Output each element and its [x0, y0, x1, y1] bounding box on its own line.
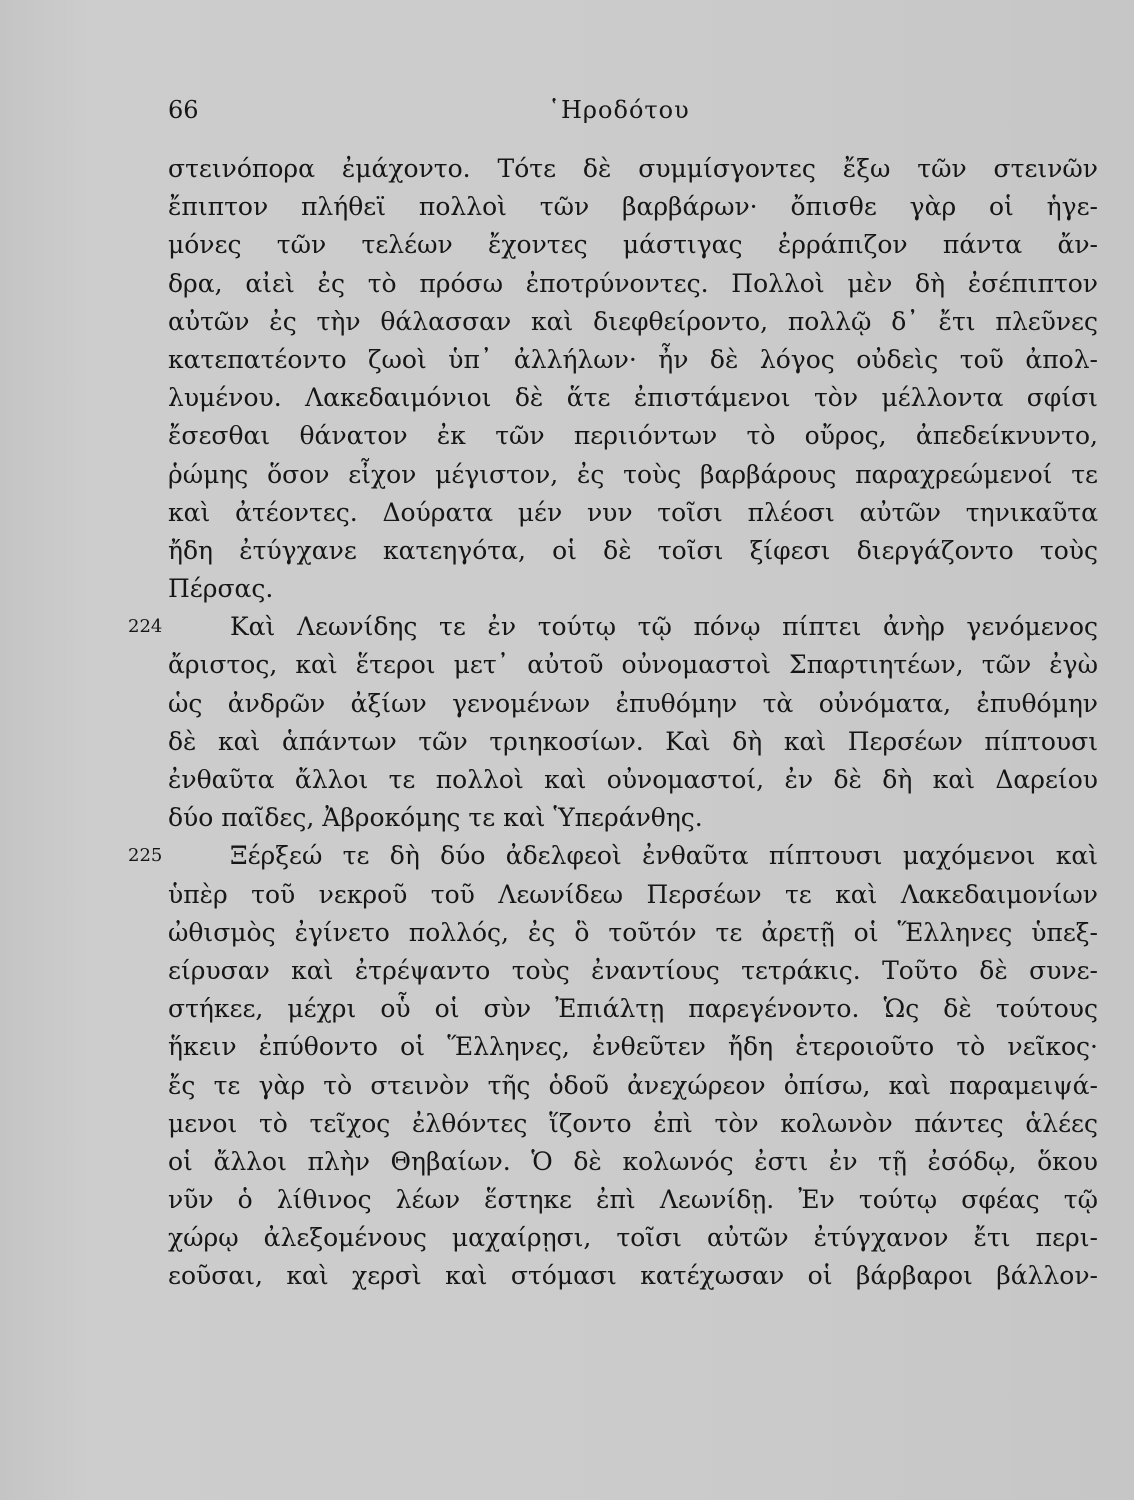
text-line: μενοι τὸ τεῖχος ἐλθόντες ἵζοντο ἐπὶ τὸν κολωνὸν πάντες ἁλέες: [168, 1108, 1098, 1138]
text-line: ὡς ἀνδρῶν ἀξίων γενομένων ἐπυθόμην τὰ οὐνόματα, ἐπυθόμην: [168, 688, 1098, 718]
page-number: 66: [168, 96, 199, 124]
chapter-number: 225: [128, 845, 163, 867]
text-line: στεινόπορα ἐμάχοντο. Τότε δὲ συμμίσγοντες ἔξω τῶν στεινῶν: [168, 154, 1098, 183]
text-line: ἤδη ἐτύγχανε κατεηγότα, οἱ δὲ τοῖσι ξίφεσι διεργάζοντο τοὺς: [168, 535, 1098, 565]
text-line: ἔς τε γὰρ τὸ στεινὸν τῆς ὁδοῦ ἀνεχώρεον ὀπίσω, καὶ παραμειψά-: [168, 1070, 1098, 1100]
text-line: δρα, αἰεὶ ἐς τὸ πρόσω ἐποτρύνοντες. Πολλοὶ μὲν δὴ ἐσέπιπτον: [168, 268, 1098, 298]
text-line: ὑπὲρ τοῦ νεκροῦ τοῦ Λεωνίδεω Περσέων τε καὶ Λακεδαιμονίων: [168, 879, 1098, 909]
text-line: εοῦσαι, καὶ χερσὶ καὶ στόμασι κατέχωσαν οἱ βάρβαροι βάλλον-: [168, 1261, 1098, 1291]
text-line: ἐνθαῦτα ἄλλοι τε πολλοὶ καὶ οὐνομαστοί, ἐν δὲ δὴ καὶ Δαρείου: [168, 765, 1098, 794]
text-line: στήκεε, μέχρι οὗ οἱ σὺν Ἐπιάλτῃ παρεγένοντο. Ὡς δὲ τούτους: [168, 994, 1098, 1024]
text-line: μόνες τῶν τελέων ἔχοντες μάστιγας ἐρράπιζον πάντα ἄν-: [168, 230, 1098, 260]
running-title: ῾Ηροδότου: [548, 96, 690, 124]
chapter-number: 224: [128, 616, 163, 638]
text-line: νῦν ὁ λίθινος λέων ἕστηκε ἐπὶ Λεωνίδῃ. Ἐν τούτῳ σφέας τῷ: [168, 1185, 1098, 1215]
text-line: δύο παῖδες, Ἀβροκόμης τε καὶ Ὑπεράνθης.: [168, 803, 703, 833]
page-header: [0, 96, 1134, 136]
text-line: ἔπιπτον πλήθεϊ πολλοὶ τῶν βαρβάρων· ὄπισθε γὰρ οἱ ἡγε-: [168, 192, 1098, 222]
text-line: καὶ ἀτέοντες. Δούρατα μέν νυν τοῖσι πλέοσι αὐτῶν τηνικαῦτα: [168, 497, 1098, 527]
text-line: είρυσαν καὶ ἐτρέψαντο τοὺς ἐναντίους τετράκις. Τοῦτο δὲ συνε-: [168, 955, 1098, 985]
text-line: λυμένου. Λακεδαιμόνιοι δὲ ἅτε ἐπιστάμενοι τὸν μέλλοντα σφίσι: [168, 383, 1098, 413]
text-line: δὲ καὶ ἁπάντων τῶν τριηκοσίων. Καὶ δὴ καὶ Περσέων πίπτουσι: [168, 726, 1098, 756]
text-line: [128, 837, 1098, 875]
text-line: χώρῳ ἀλεξομένους μαχαίρῃσι, τοῖσι αὐτῶν ἐτύγχανον ἔτι περι-: [168, 1223, 1098, 1253]
text-line: κατεπατέοντο ζωοὶ ὑπ᾽ ἀλλήλων· ἦν δὲ λόγος οὐδεὶς τοῦ ἀπολ-: [168, 344, 1098, 374]
text-line: ἥκειν ἐπύθοντο οἱ Ἕλληνες, ἐνθεῦτεν ἤδη ἑτεροιοῦτο τὸ νεῖκος·: [168, 1032, 1098, 1062]
text-line: ἄριστος, καὶ ἕτεροι μετ᾽ αὐτοῦ οὐνομαστοὶ Σπαρτιητέων, τῶν ἐγὼ: [168, 650, 1098, 680]
text-line-content: Ξέρξεώ τε δὴ δύο ἀδελφεοὶ ἐνθαῦτα πίπτουσι μαχόμενοι καὶ: [230, 841, 1098, 871]
text-line: Πέρσας.: [168, 574, 274, 604]
text-line: αὐτῶν ἐς τὴν θάλασσαν καὶ διεφθείροντο, πολλῷ δ᾽ ἔτι πλεῦνες: [168, 306, 1098, 336]
text-line-content: Καὶ Λεωνίδης τε ἐν τούτῳ τῷ πόνῳ πίπτει ἀνὴρ γενόμενος: [230, 612, 1098, 642]
text-line: ῥώμης ὅσον εἶχον μέγιστον, ἐς τοὺς βαρβάρους παραχρεώμενοί τε: [168, 459, 1098, 489]
text-line: ὠθισμὸς ἐγίνετο πολλός, ἐς ὃ τοῦτόν τε ἀρετῇ οἱ Ἕλληνες ὑπεξ-: [168, 917, 1098, 947]
text-line: οἱ ἄλλοι πλὴν Θηβαίων. Ὁ δὲ κολωνός ἐστι ἐν τῇ ἐσόδῳ, ὅκου: [168, 1146, 1098, 1176]
body-text: [128, 150, 1098, 1296]
text-line: [128, 608, 1098, 646]
text-line: ἔσεσθαι θάνατον ἐκ τῶν περιιόντων τὸ οὔρος, ἀπεδείκνυντο,: [168, 421, 1098, 451]
